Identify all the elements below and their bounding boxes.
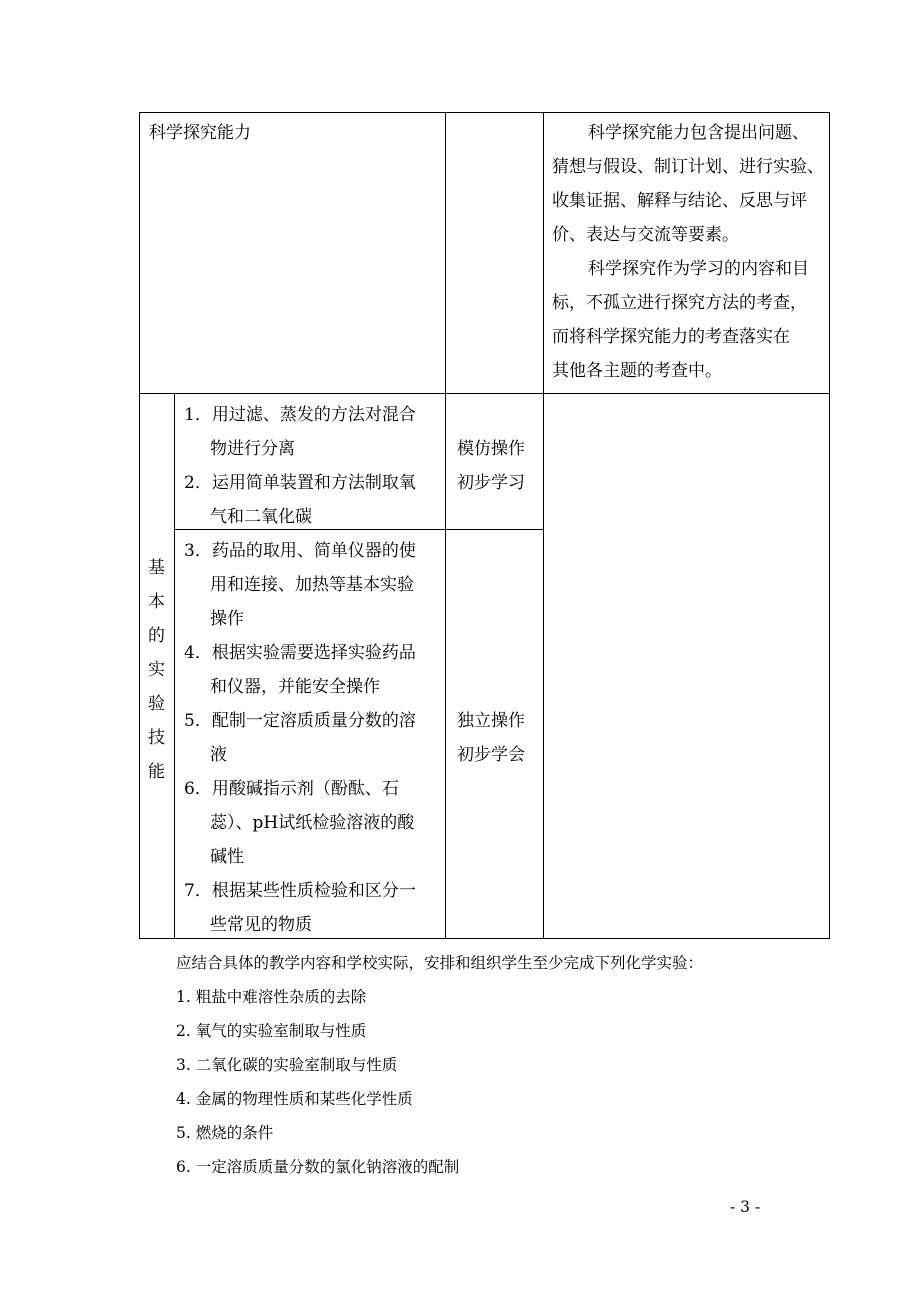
skill-item-line: 些常见的物质: [210, 915, 312, 935]
skill-item-line: 气和二氧化碳: [210, 507, 312, 527]
table-border-top: [139, 112, 830, 113]
table-col-divider-desc: [543, 112, 544, 939]
skill-item-line: 操作: [210, 609, 244, 629]
experiment-item: 6. 一定溶质质量分数的氯化钠溶液的配制: [176, 1158, 460, 1176]
table-col-divider-category: [174, 393, 175, 939]
skill-item-line: 和仪器，并能安全操作: [210, 677, 380, 697]
description-line: 科学探究作为学习的内容和目: [588, 259, 809, 279]
note-intro: 应结合具体的教学内容和学校实际，安排和组织学生至少完成下列化学实验：: [176, 954, 704, 972]
skill-item-line: 4．根据实验需要选择实验药品: [184, 643, 416, 663]
table-border-left: [139, 112, 140, 939]
category-char: 本: [148, 592, 165, 612]
category-char: 验: [148, 694, 165, 714]
row-topic-scientific-inquiry: 科学探究能力: [149, 123, 251, 143]
skill-item-line: 液: [210, 745, 227, 765]
page-number: - 3 -: [730, 1198, 761, 1216]
skill-item-line: 5．配制一定溶质质量分数的溶: [184, 711, 416, 731]
level-line: 独立操作: [457, 711, 525, 731]
description-line: 价、表达与交流等要素。: [552, 225, 739, 245]
category-char: 实: [148, 660, 165, 680]
description-line: 收集证据、解释与结论、反思与评: [552, 191, 807, 211]
table-border-bottom: [139, 938, 830, 939]
skill-item-line: 1．用过滤、蒸发的方法对混合: [184, 405, 416, 425]
level-line: 初步学习: [457, 473, 525, 493]
category-char: 能: [148, 762, 165, 782]
description-line: 其他各主题的考查中。: [552, 361, 722, 381]
level-line: 初步学会: [457, 745, 525, 765]
experiment-item: 5. 燃烧的条件: [176, 1124, 274, 1142]
level-line: 模仿操作: [457, 439, 525, 459]
skill-item-line: 7．根据某些性质检验和区分一: [184, 881, 416, 901]
category-char: 技: [148, 728, 165, 748]
skill-item-line: 碱性: [210, 847, 244, 867]
category-char: 的: [148, 626, 165, 646]
skill-item-line: 用和连接、加热等基本实验: [210, 575, 414, 595]
description-line: 标，不孤立进行探究方法的考查，: [552, 293, 807, 313]
table-row-divider: [139, 393, 830, 394]
experiment-item: 3. 二氧化碳的实验室制取与性质: [176, 1056, 398, 1074]
skill-item-line: 6．用酸碱指示剂（酚酞、石: [184, 779, 399, 799]
experiment-item: 1. 粗盐中难溶性杂质的去除: [176, 988, 367, 1006]
description-line: 科学探究能力包含提出问题、: [588, 123, 809, 143]
skill-item-line: 2．运用简单装置和方法制取氧: [184, 473, 416, 493]
experiment-item: 2. 氧气的实验室制取与性质: [176, 1022, 367, 1040]
skill-item-line: 物进行分离: [210, 439, 295, 459]
table-subrow-divider: [174, 529, 543, 530]
description-line: 而将科学探究能力的考查落实在: [552, 327, 790, 347]
table-border-right: [829, 112, 830, 939]
table-col-divider-level: [445, 112, 446, 939]
experiment-item: 4. 金属的物理性质和某些化学性质: [176, 1090, 413, 1108]
description-line: 猜想与假设、制订计划、进行实验、: [552, 157, 824, 177]
skill-item-line: 3．药品的取用、简单仪器的使: [184, 541, 416, 561]
category-char: 基: [148, 558, 165, 578]
skill-item-line: 蕊）、pH试纸检验溶液的酸: [210, 813, 415, 833]
